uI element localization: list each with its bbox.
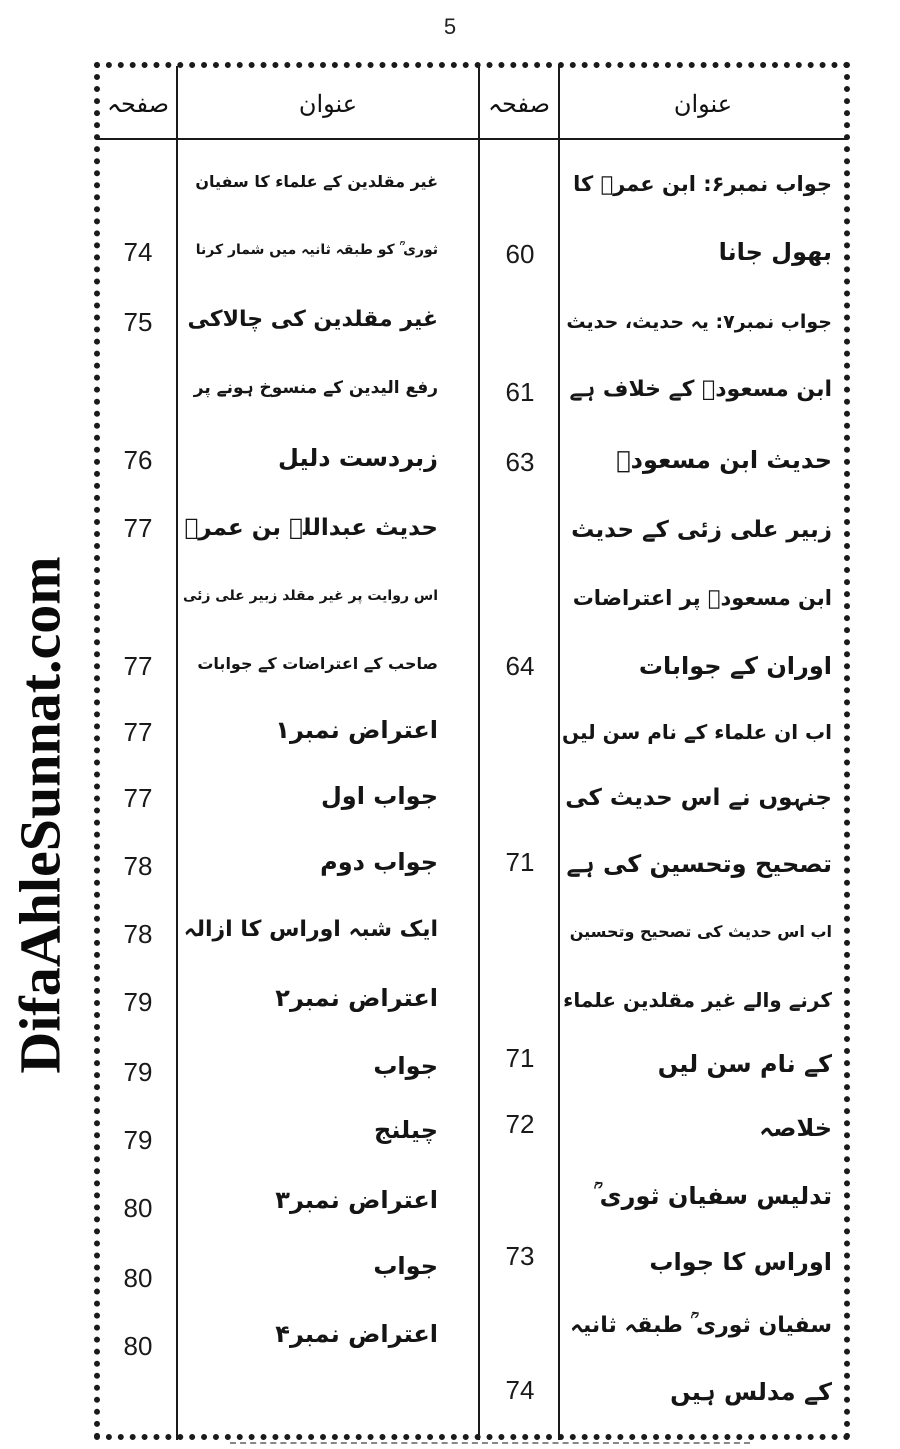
toc-title-left: جواب (373, 1252, 438, 1280)
toc-title-left: اعتراض نمبر۳ (275, 1186, 438, 1214)
toc-title-right: جواب نمبر۶: ابن عمرؓ کا (573, 172, 832, 196)
toc-title-right: اوران کے جوابات (638, 652, 832, 680)
left-title-header: عنوان (298, 90, 358, 118)
toc-title-left: ایک شبہ اوراس کا ازالہ (183, 917, 438, 942)
column-divider (478, 66, 480, 1440)
watermark-text: DifaAhleSunnat.com (7, 556, 73, 1074)
toc-page-left: 77 (123, 513, 153, 543)
toc-title-left: غیر مقلدین کی چالاکی (187, 307, 438, 332)
column-divider (176, 66, 178, 1440)
toc-title-right: کے نام سن لیں (657, 1050, 832, 1078)
toc-title-left: صاحب کے اعتراضات کے جوابات (197, 654, 438, 673)
toc-title-right: کرنے والے غیر مقلدین علماء (563, 988, 832, 1012)
scan-edge-marks (230, 1442, 750, 1444)
page-number: 5 (443, 14, 457, 39)
toc-title-left: اعتراض نمبر۴ (275, 1320, 438, 1348)
toc-page-left: 80 (123, 1193, 153, 1223)
toc-page-right: 72 (505, 1109, 535, 1139)
toc-title-left: ثوری ؒ کو طبقہ ثانیہ میں شمار کرنا (195, 242, 438, 258)
toc-title-left: اعتراض نمبر۲ (275, 984, 438, 1012)
table-border (94, 62, 850, 1440)
toc-page-left: 77 (123, 783, 153, 813)
toc-title-right: تصحیح وتحسین کی ہے (566, 850, 832, 878)
toc-title-left: جواب (373, 1052, 438, 1080)
toc-page-right: 60 (505, 239, 535, 269)
toc-page-right: 64 (505, 651, 535, 681)
toc-page-right: 73 (505, 1241, 535, 1271)
toc-title-left: زبردست دلیل (278, 444, 438, 472)
toc-title-left: جواب اول (320, 782, 438, 810)
toc-title-right: اب ان علماء کے نام سن لیں (562, 720, 832, 744)
toc-title-right: جواب نمبر۷: یہ حدیث، حدیث (566, 311, 832, 333)
toc-page-left: 79 (123, 1057, 153, 1087)
toc-page-left: 77 (123, 717, 153, 747)
toc-page-left: 75 (123, 307, 153, 337)
toc-title-left: غیر مقلدین کے علماء کا سفیان (195, 172, 438, 191)
toc-title-right: بھول جانا (718, 238, 832, 266)
toc-title-right: ابن مسعودؓ کے خلاف ہے (569, 377, 832, 402)
toc-page-right: 63 (505, 447, 535, 477)
toc-page-right: 71 (505, 847, 535, 877)
toc-page-left: 78 (123, 851, 153, 881)
toc-page-right: 61 (505, 377, 535, 407)
toc-title-right: اب اس حدیث کی تصحیح وتحسین (569, 922, 832, 941)
toc-title-right: سفیان ثوری ؒ طبقہ ثانیہ (570, 1313, 832, 1338)
toc-title-left: اس روایت پر غیر مقلد زبیر علی زئی (182, 588, 438, 604)
column-divider (558, 66, 560, 1440)
toc-page-left: 74 (123, 237, 153, 267)
toc-title-right: کے مدلس ہیں (670, 1378, 832, 1406)
right-title-header: عنوان (673, 90, 733, 118)
toc-page-left: 77 (123, 651, 153, 681)
toc-title-right: ابن مسعودؓ پر اعتراضات (572, 586, 832, 610)
toc-title-right: زبیر علی زئی کے حدیث (571, 517, 832, 543)
toc-page-right: 71 (505, 1043, 535, 1073)
toc-title-right: حدیث ابن مسعودؓ (616, 446, 832, 474)
toc-page-left: 79 (123, 987, 153, 1017)
toc-title-right: اوراس کا جواب (649, 1248, 832, 1276)
toc-title-right: تدلیس سفیان ثوری ؒ (593, 1182, 832, 1210)
toc-title-right: خلاصہ (759, 1114, 832, 1142)
toc-title-right: جنہوں نے اس حدیث کی (565, 785, 832, 811)
toc-title-left: حدیث عبداللہ بن عمرؓ (184, 515, 438, 541)
toc-page-left: 79 (123, 1125, 153, 1155)
toc-page-left: 78 (123, 919, 153, 949)
toc-title-left: چیلنج (374, 1116, 438, 1144)
header-divider (98, 138, 846, 140)
toc-page-left: 80 (123, 1263, 153, 1293)
toc-title-left: اعتراض نمبر۱ (275, 716, 438, 744)
toc-page-right: 74 (505, 1375, 535, 1405)
toc-page-left: 76 (123, 445, 153, 475)
toc-title-left: رفع الیدین کے منسوخ ہونے پر (193, 378, 438, 398)
toc-page-left: 80 (123, 1331, 153, 1361)
left-page-header: صفحہ (106, 90, 170, 118)
toc-title-left: جواب دوم (320, 848, 438, 876)
right-page-header: صفحہ (487, 90, 551, 118)
